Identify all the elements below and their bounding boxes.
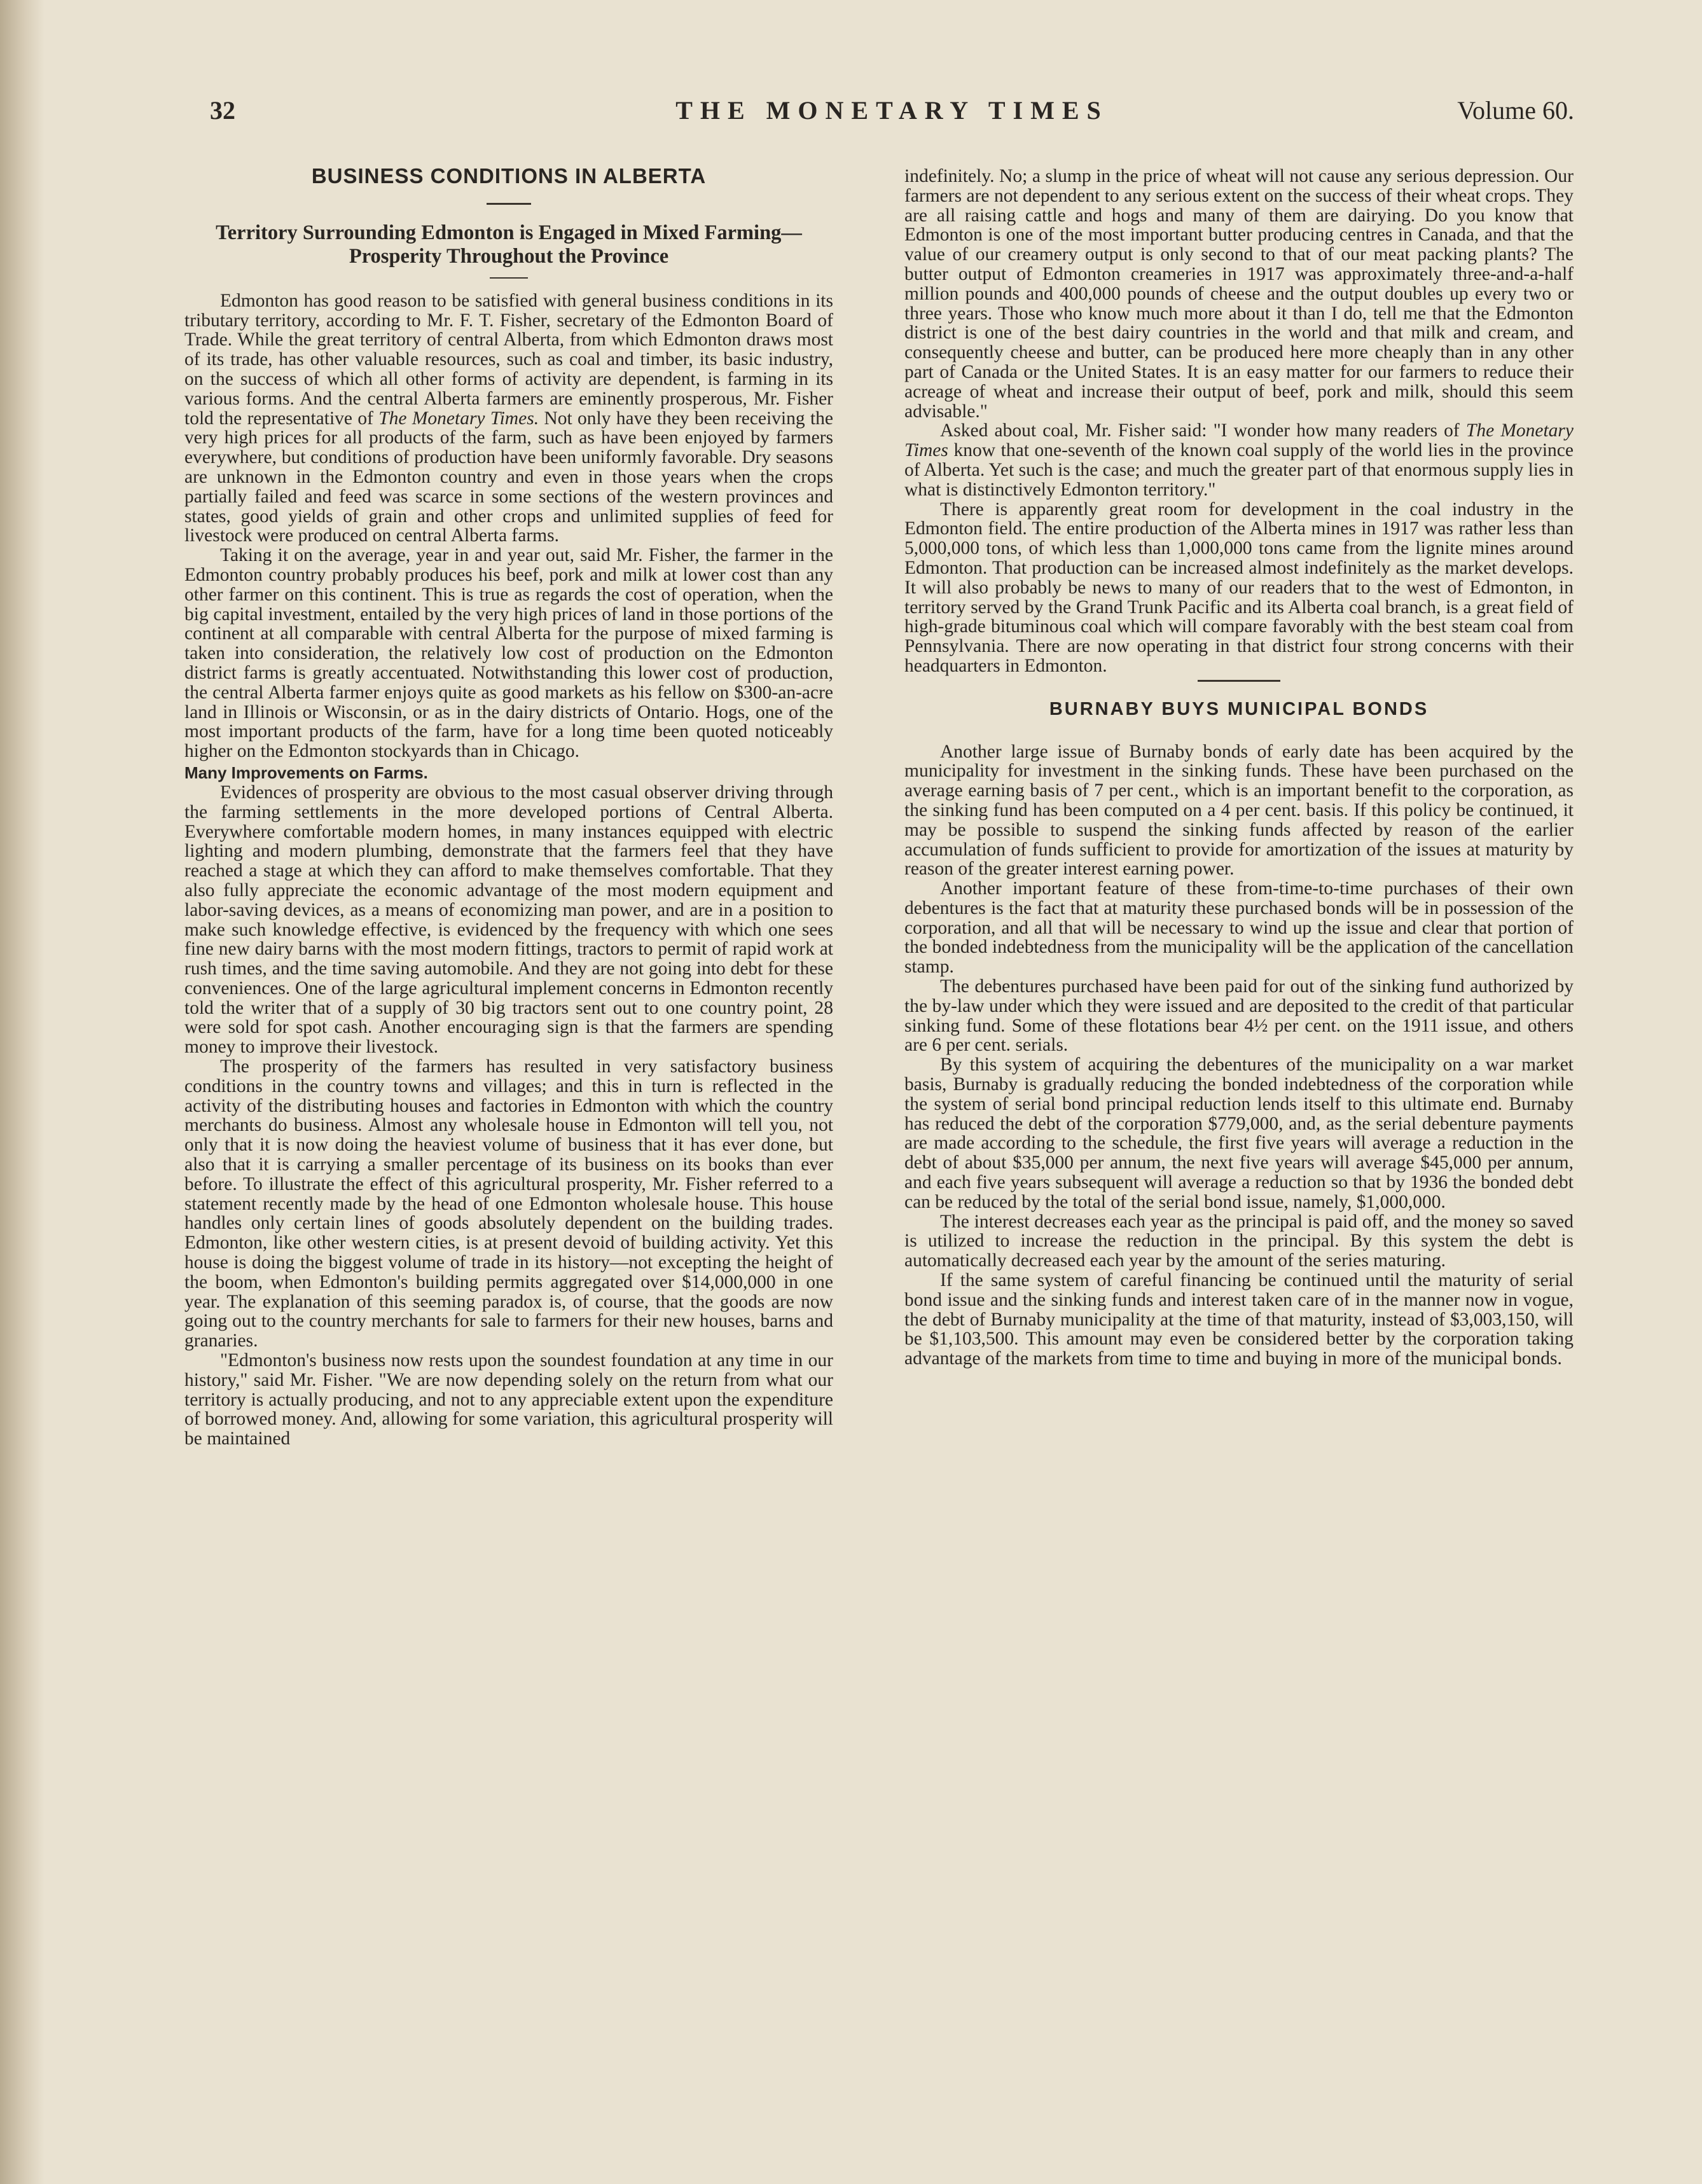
subtitle-rule <box>490 277 528 279</box>
right-column <box>904 167 1574 1369</box>
paragraph: By this system of acquiring the debentures of the municipality on a war market basis, Burnaby is gradually reducing the bonded indebtedness of the corporation while the system of serial bond principal reduction lends itself to this ultimate end. Burnaby has reduced the debt of the corporation $779,000, and, as the serial debenture payments are made according to the schedule, the first five years will average a reduction in the debt of about $35,000 per annum, the next five years will average $45,000 per annum, and each five years subsequent will average a reduction so that by 1936 the bonded debt can be reduced by the total of the serial bond issue, namely, $1,000,000. <box>904 1054 1574 1212</box>
paragraph: Edmonton has good reason to be satisfied with general business conditions in its tributary territory, according to Mr. F. T. Fisher, secretary of the Edmonton Board of Trade. While the great territory of central Alberta, from which Edmonton draws most of its trade, has other valuable resources, such as coal and timber, its basic industry, on the success of which all other forms of activity are dependent, is farming in its various forms. And the central Alberta farmers are eminently prosperous, Mr. Fisher told the representative of The Monetary Times. Not only have they been receiving the very high prices for all products of the farm, such as have been enjoyed by farmers everywhere, but conditions of production have been uniformly favorable. Dry seasons are unknown in the Edmonton country and even in those years when the crops partially failed and feed was scarce in some sections of the western provinces and states, good yields of grain and other crops and unlimited supplies of feed for livestock were produced on central Alberta farms. <box>184 290 833 546</box>
paragraph: Asked about coal, Mr. Fisher said: "I wonder how many readers of The Monetary Times know that one-seventh of the known coal supply of the world lies in the province of Alberta. Yet such is the case; and much the greater part of that enormous supply lies in what is distinctively Edmonton territory." <box>904 420 1574 500</box>
publication-name: The Monetary Times <box>904 420 1574 461</box>
section-subhead: Many Improvements on Farms. <box>184 763 428 782</box>
page-header <box>210 95 1574 134</box>
paragraph: The prosperity of the farmers has resulted in very satisfactory business conditions in the country towns and villages; and this in turn is reflected in the activity of the distributing houses and factories in Edmonton with which the country merchants do business. Almost any wholesale house in Edmonton will tell you, not only that it is now doing the heaviest volume of business that it has ever done, but also that it is carrying a smaller percentage of its business on its books than ever before. To illustrate the effect of this agricultural prosperity, Mr. Fisher referred to a statement recently made by the head of one Edmonton wholesale house. This house handles only certain lines of goods absolutely dependent on the building trades. Edmonton, like other western cities, is at present devoid of building activity. Yet this house is doing the biggest volume of trade in its history—not excepting the height of the boom, when Edmonton's building permits aggregated over $14,000,000 in one year. The explanation of this seeming paradox is, of course, that the goods are now going out to the country merchants for sale to farmers for their new houses, barns and granaries. <box>184 1056 833 1351</box>
publication-name: The Monetary Times. <box>378 408 539 429</box>
volume-label: Volume 60. <box>1457 96 1574 125</box>
paragraph: Evidences of prosperity are obvious to the most casual observer driving through the farming settlements in the more developed portions of Central Alberta. Everywhere comfortable modern homes, in many instances equipped with electric lighting and modern plumbing, demonstrate that the farmers feel that they have reached a stage at which they can afford to make themselves comfortable. That they also fully appreciate the economic advantage of the most modern equipment and labor-saving devices, as a means of economizing man power, and are in a position to make such knowledge effective, is evidenced by the frequency with which one sees fine new dairy barns with the most modern fittings, tractors to permit of rapid work at rush times, and the time saving automobile. And they are not going into debt for these conveniences. One of the large agricultural implement concerns in Edmonton recently told the writer that of a supply of 30 big tractors sent out to one country point, 28 were sold for spot cash. Another encouraging sign is that the farmers are spending money to improve their livestock. <box>184 782 833 1058</box>
article-title: BUSINESS CONDITIONS IN ALBERTA <box>311 164 707 188</box>
paragraph: Another large issue of Burnaby bonds of early date has been acquired by the municipality for investment in the sinking funds. These have been purchased on the average earning basis of 7 per cent., which is an important benefit to the corporation, as the sinking fund has been computed on a 4 per cent. basis. If this policy be continued, it may be possible to suspend the sinking funds affected by reason of the earlier accumulation of funds sufficient to provide for amortization of the issues at maturity by reason of the greater interest earning power. <box>904 741 1574 880</box>
article-subtitle: Territory Surrounding Edmonton is Engaged in Mixed Farming—Prosperity Throughout the Province <box>216 221 802 268</box>
paragraph: Taking it on the average, year in and year out, said Mr. Fisher, the farmer in the Edmonton country probably produces his beef, pork and milk at lower cost than any other farmer on this continent. This is true as regards the cost of operation, when the big capital investment, entailed by the very high prices of land in those portions of the continent at all comparable with central Alberta for the purpose of mixed farming is taken into consideration, the relatively low cost of production on the Edmonton district farms is greatly accentuated. Notwithstanding this lower cost of production, the central Alberta farmer enjoys quite as good markets as his fellow on $300-an-acre land in Illinois or Wisconsin, or as in the dairy districts of Ontario. Hogs, one of the most important products of the farm, have for a long time been quoted noticeably higher on the Edmonton stockyards than in Chicago. <box>184 545 833 762</box>
page-number: 32 <box>210 96 235 125</box>
paragraph: There is apparently great room for development in the coal industry in the Edmonton field. The entire production of the Alberta mines in 1917 was rather less than 5,000,000 tons, of which less than 1,000,000 tons came from the lignite mines around Edmonton. That production can be increased almost indefinitely as the market develops. It will also probably be news to many of our readers that to the west of Edmonton, in territory served by the Grand Trunk Pacific and its Alberta coal branch, is a great field of high-grade bituminous coal which will compare favorably with the best steam coal from Pennsylvania. There are now operating in that district four strong concerns with their headquarters in Edmonton. <box>904 499 1574 676</box>
paragraph: "Edmonton's business now rests upon the soundest foundation at any time in our history," said Mr. Fisher. "We are now depending solely on the return from what our territory is actually producing, and not to any appreciable extent upon the expenditure of borrowed money. And, allowing for some variation, this agricultural prosperity will be maintained <box>184 1350 833 1449</box>
article-end-rule <box>1198 680 1280 682</box>
title-rule <box>487 203 531 205</box>
article-title: BURNABY BUYS MUNICIPAL BONDS <box>1049 698 1429 719</box>
paragraph-continued: indefinitely. No; a slump in the price of wheat will not cause any serious depression. Our farmers are not dependent to any serious extent on the success of their wheat crops. They are all raising cattle and hogs and many of them are dairying. Do you know that Edmonton is one of the most important butter producing centres in Canada, and that the value of our creamery output is only second to that of our meat packing plants? The butter output of Edmonton creameries in 1917 was approximately three-and-a-half million pounds and 400,000 pounds of cheese and the output doubles up every two or three years. Those who know much more about it than I do, tell me that the Edmonton district is one of the best dairy countries in the world and that milk and cream, and consequently cheese and butter, can be produced here more cheaply than in any other part of Canada or the United States. It is an easy matter for our farmers to reduce their acreage of wheat and increase their output of beef, pork and milk, should this seem advisable." <box>904 166 1574 422</box>
paragraph: The interest decreases each year as the principal is paid off, and the money so saved is utilized to increase the reduction in the principal. By this system the debt is automatically decreased each year by the amount of the series maturing. <box>904 1211 1574 1271</box>
page-edge-shadow <box>0 0 45 2184</box>
paragraph: The debentures purchased have been paid for out of the sinking fund authorized by the by-law under which they were issued and are deposited to the credit of that particular sinking fund. Some of these flotations bear 4½ per cent. on the 1911 issue, and others are 6 per cent. serials. <box>904 976 1574 1056</box>
left-column <box>184 164 833 1449</box>
paragraph: Another important feature of these from-time-to-time purchases of their own debentures is the fact that at maturity these purchased bonds will be in possession of the corporation, and all that will be necessary to wind up the issue and clear that portion of the bonded indebtedness from the municipality will be the application of the cancellation stamp. <box>904 878 1574 978</box>
masthead: THE MONETARY TIMES <box>675 96 1109 125</box>
paragraph: If the same system of careful financing be continued until the maturity of serial bond issue and the sinking funds and interest taken care of in the manner now in vogue, the debt of Burnaby municipality at the time of that maturity, instead of $3,003,150, will be $1,103,500. This amount may even be considered better by the corporation taking advantage of the markets from time to time and buying in more of the municipal bonds. <box>904 1270 1574 1369</box>
